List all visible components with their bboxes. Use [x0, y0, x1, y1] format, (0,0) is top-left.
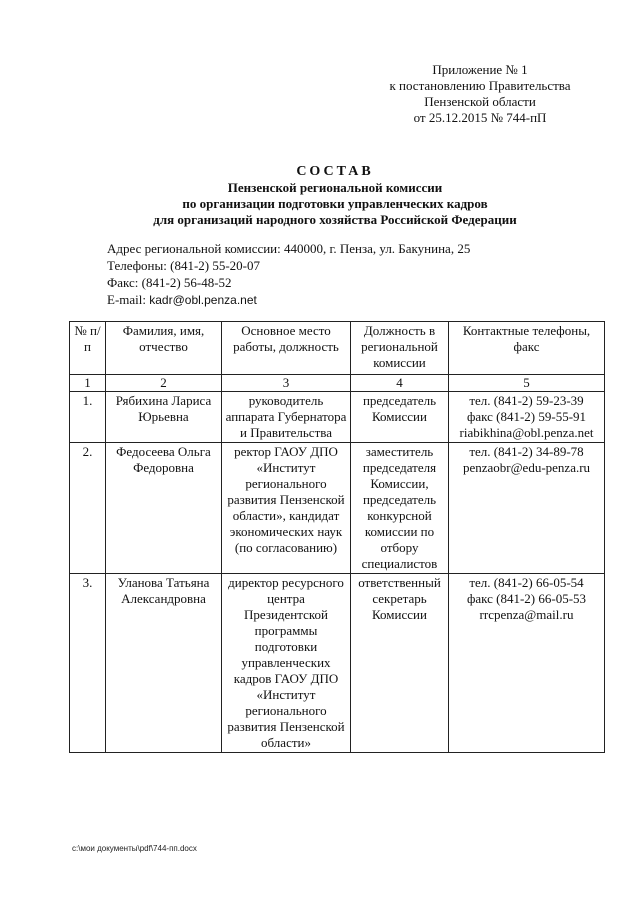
member-role: заместитель председателя Комиссии, председатель конкурсной комиссии по отбору специалистов [351, 443, 449, 574]
contact-fax: факс (841-2) 66-05-53 [466, 591, 587, 606]
contact-phone: тел. (841-2) 59-23-39 [469, 393, 584, 408]
contact-phone: тел. (841-2) 34-89-78 [469, 444, 584, 459]
member-work: ректор ГАОУ ДПО «Институт регионального развития Пензенской области», кандидат экономических наук (по согласованию) [222, 443, 351, 574]
commission-contacts [107, 240, 587, 309]
header-cell: Контактные телефоны, факс [449, 322, 605, 375]
email-link[interactable]: kadr@obl.penza.net [149, 293, 257, 307]
appendix-date: от 25.12.2015 № 744-пП [413, 110, 547, 125]
contact-email[interactable]: riabikhina@obl.penza.net [459, 425, 594, 440]
title-line: Пензенской региональной комиссии [227, 180, 443, 195]
table-row [70, 443, 605, 574]
member-name: Рябихина Лариса Юрьевна [106, 392, 222, 443]
header-cell: Должность в региональной комиссии [351, 322, 449, 375]
fax: Факс: (841-2) 56-48-52 [107, 275, 232, 290]
title-line: по организации подготовки управленческих кадров [182, 196, 488, 211]
appendix-line: к постановлению Правительства [389, 78, 571, 93]
document-title [60, 164, 610, 228]
appendix-header [360, 62, 600, 126]
member-work: директор ресурсного центра Президентской программы подготовки управленческих кадров ГАОУ ДПО «Институт регионального развития Пензенской области» [222, 574, 351, 753]
address: Адрес региональной комиссии: 440000, г. Пенза, ул. Бакунина, 25 [107, 241, 471, 256]
member-contacts [449, 443, 605, 574]
table-header-row [70, 322, 605, 375]
contact-email[interactable]: penzaobr@edu-penza.ru [462, 460, 591, 475]
column-number: 3 [222, 375, 351, 392]
table-row [70, 574, 605, 753]
file-path-footer: c:\мои документы\pdf\744-пп.docx [72, 844, 197, 853]
contact-email[interactable]: rrcpenza@mail.ru [479, 607, 574, 622]
column-number: 2 [106, 375, 222, 392]
email-label: E-mail: [107, 292, 150, 307]
members-table [69, 321, 605, 753]
member-contacts [449, 574, 605, 753]
member-contacts [449, 392, 605, 443]
column-number-row [70, 375, 605, 392]
row-number: 2. [70, 443, 106, 574]
header-cell: Фамилия, имя, отчество [106, 322, 222, 375]
header-cell: № п/п [70, 322, 106, 375]
column-number: 4 [351, 375, 449, 392]
row-number: 3. [70, 574, 106, 753]
column-number: 1 [70, 375, 106, 392]
member-work: руководитель аппарата Губернатора и Правительства [222, 392, 351, 443]
appendix-line: Приложение № 1 [432, 62, 528, 77]
row-number: 1. [70, 392, 106, 443]
member-role: ответственный секретарь Комиссии [351, 574, 449, 753]
member-role: председатель Комиссии [351, 392, 449, 443]
title-sostav: СОСТАВ [296, 164, 374, 179]
appendix-line: Пензенской области [424, 94, 536, 109]
email-line [107, 291, 587, 309]
contact-phone: тел. (841-2) 66-05-54 [469, 575, 584, 590]
phones: Телефоны: (841-2) 55-20-07 [107, 258, 261, 273]
column-number: 5 [449, 375, 605, 392]
table-row [70, 392, 605, 443]
member-name: Федосеева Ольга Федоровна [106, 443, 222, 574]
member-name: Уланова Татьяна Александровна [106, 574, 222, 753]
contact-fax: факс (841-2) 59-55-91 [466, 409, 587, 424]
title-line: для организаций народного хозяйства Российской Федерации [153, 212, 517, 227]
header-cell: Основное место работы, должность [222, 322, 351, 375]
